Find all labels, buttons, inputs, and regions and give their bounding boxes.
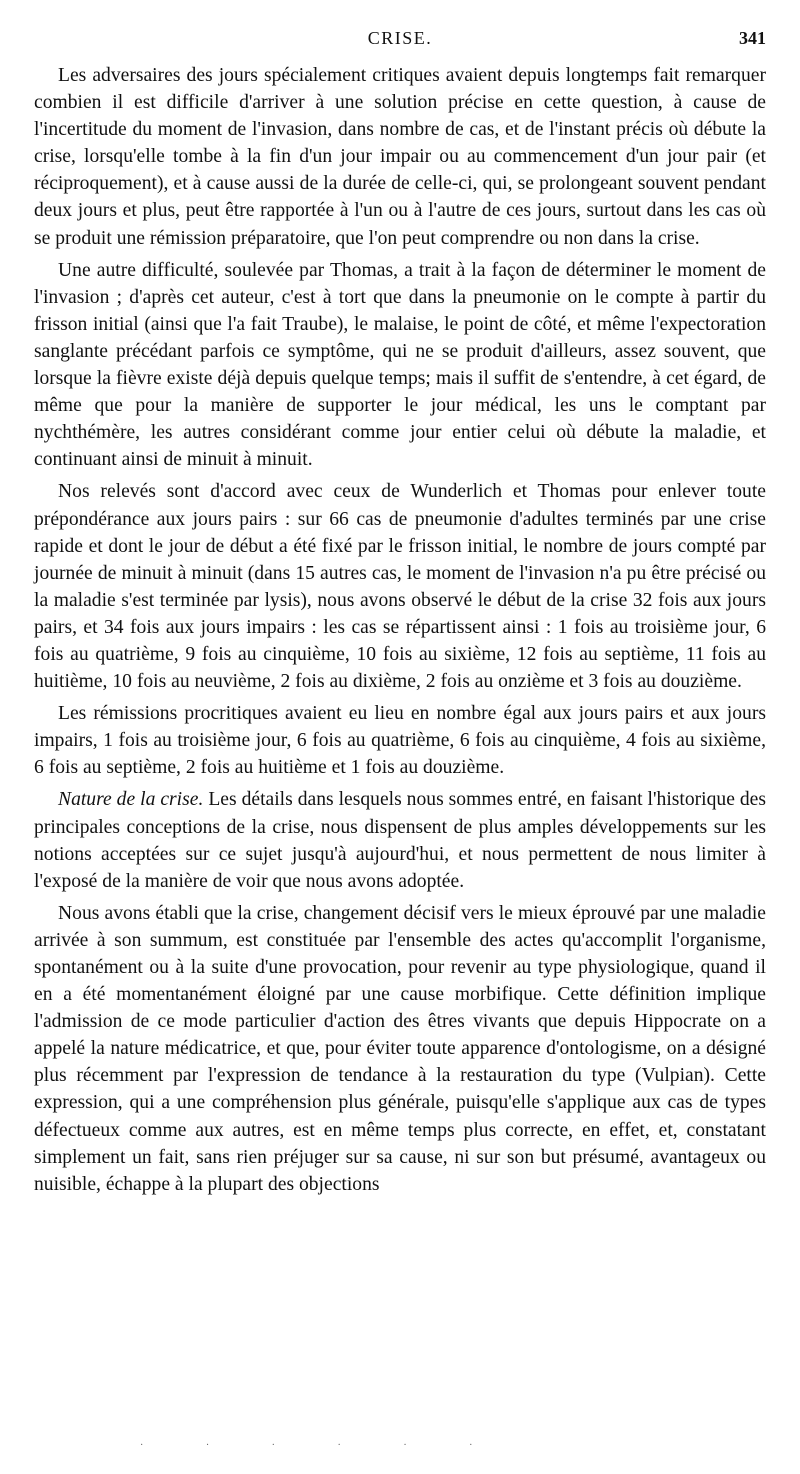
paragraph-1: Les adversaires des jours spécialement critiques avaient depuis longtemps fait remarquer combien il est difficile d'arriver à une solution précise en cette question, à cause de l'incertitude du moment de l'invasion, dans nombre de cas, et de l'instant précis où débute la crise, lorsqu'elle tombe à la fin d'un jour impair ou au commencement d'un jour pair (et réciproquement), et à cause aussi de la durée de celle-ci, qui, se prolongeant souvent pendant deux jours et plus, peut être rapportée à l'un ou à l'autre de ces jours, surtout dans les cas où se produit une rémission préparatoire, que l'on peut comprendre ou non dans la crise.	[34, 65, 766, 249]
paragraph-3: Nos relevés sont d'accord avec ceux de Wunderlich et Thomas pour enlever toute prépondérance aux jours pairs : sur 66 cas de pneumonie d'adultes terminés par une crise rapide et dont le jour de début a été fixé par le frisson initial, le nombre de jours compté par journée de minuit à minuit (dans 15 autres cas, le moment de l'invasion n'a pu être précisé ou la maladie s'est terminée par lysis), nous avons observé le début de la crise 32 fois aux jours pairs, et 34 fois aux jours impairs : les cas se répartissent ainsi : 1 fois au troisième jour, 6 fois au quatrième, 9 fois au cinquième, 10 fois au sixième, 12 fois au septième, 11 fois au huitième, 10 fois au neuvième, 2 fois au dixième, 2 fois au onzième et 3 fois au douzième.	[34, 481, 766, 693]
page-number: 341	[739, 28, 766, 48]
paragraph-5-body: Les détails dans lesquels nous sommes entré, en faisant l'historique des principales conceptions de la crise, nous dispensent de plus amples développements sur les notions acceptées sur ce sujet jusqu'à aujourd'hui, et nous permettent de nous limiter à l'exposé de la manière de voir que nous avons adoptée.	[34, 789, 766, 892]
section-heading-nature-de-la-crise: Nature de la crise.	[58, 789, 204, 811]
page-bottom-specks: · · · · · ·	[140, 1440, 503, 1451]
paragraph-4: Les rémissions procritiques avaient eu lieu en nombre égal aux jours pairs et aux jours impairs, 1 fois au troisième jour, 6 fois au quatrième, 6 fois au cinquième, 4 fois au sixième, 6 fois au septième, 2 fois au huitième et 1 fois au douzième.	[34, 703, 766, 779]
running-title: CRISE.	[367, 28, 433, 48]
paragraph-6: Nous avons établi que la crise, changement décisif vers le mieux éprouvé par une maladie arrivée à son summum, est constituée par l'ensemble des actes qu'accomplit l'organisme, spontanément ou à la suite d'une provocation, pour revenir au type physiologique, quand il en a été momentanément éloigné par une cause morbifique. Cette définition implique l'admission de ce mode particulier d'action des êtres vivants que depuis Hippocrate on a appelé la nature médicatrice, et que, pour éviter toute apparence d'ontologisme, on a désigné plus récemment par l'expression de tendance à la restauration du type (Vulpian). Cette expression, qui a une compréhension plus générale, puisqu'elle s'applique aux cas de types défectueux comme aux autres, est en même temps plus correcte, en effet, et, constatant simplement un fait, sans rien préjuger sur sa cause, ni sur son but présumé, avantageux ou nuisible, échappe à la plupart des objections	[34, 902, 766, 1195]
paragraph-5	[34, 786, 766, 894]
book-page	[34, 26, 766, 1203]
paragraph-2: Une autre difficulté, soulevée par Thomas, a trait à la façon de déterminer le moment de l'invasion ; d'après cet auteur, c'est à tort que dans la pneumonie on le compte à partir du frisson initial (ainsi que l'a fait Traube), le malaise, le point de côté, et même l'expectoration sanglante précédant parfois ce symptôme, qui ne se produit d'ailleurs, assez souvent, que lorsque la fièvre existe déjà depuis quelque temps; mais il suffit de s'entendre, à cet égard, de même que pour la manière de supporter le jour médical, les uns le comptant par nychthémère, les autres considérant comme jour entier celui où débute la maladie, et continuant ainsi de minuit à minuit.	[34, 259, 766, 471]
running-header	[34, 26, 766, 52]
